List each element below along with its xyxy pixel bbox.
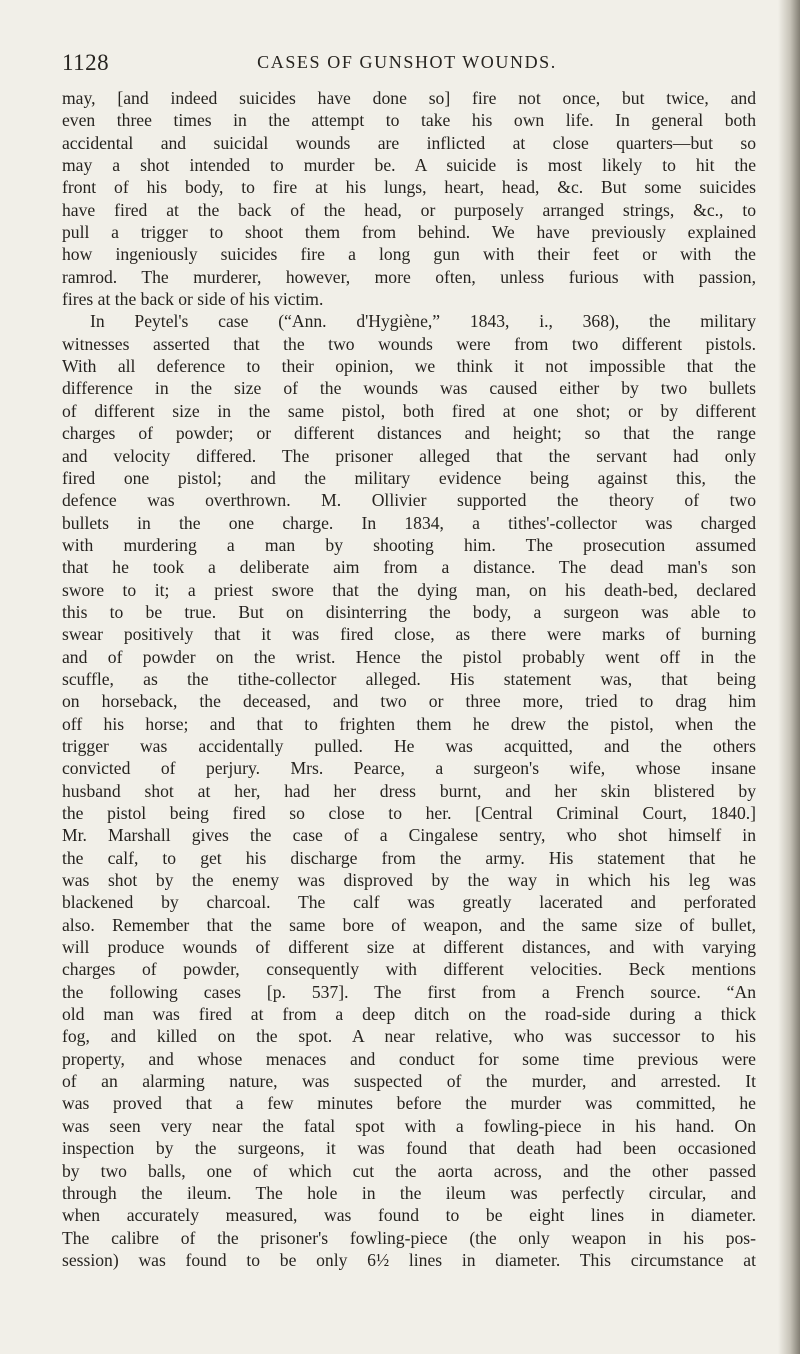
text-line: the pistol being fired so close to her. [Central Criminal Court, 1840.] [62, 803, 756, 823]
text-line: fog, and killed on the spot. A near relative, who was successor to his [62, 1026, 756, 1047]
text-line: trigger was accidentally pulled. He was acquitted, and the others [62, 735, 756, 756]
text-line: and of powder on the wrist. Hence the pistol probably went off in the [62, 646, 756, 667]
text-line: inspection by the surgeons, it was found that death had been occasioned [62, 1138, 756, 1159]
text-line: Mr. Marshall gives the case of a Cingalese sentry, who shot himself in [62, 825, 756, 846]
text-line: swore to it; a priest swore that the dying man, on his death-bed, declared [62, 579, 756, 600]
text-line: witnesses asserted that the two wounds were from two different pistols. [62, 333, 756, 354]
text-line: with murdering a man by shooting him. The prosecution assumed [62, 534, 756, 555]
text-line: will produce wounds of different size at different distances, and with varying [62, 937, 756, 958]
text-line: charges of powder, consequently with different velocities. Beck mentions [62, 959, 756, 980]
text-line: and velocity differed. The prisoner alleged that the servant had only [62, 445, 756, 466]
text-line: the following cases [p. 537]. The first from a French source. “An [62, 981, 756, 1002]
page-edge-shadow [778, 0, 800, 1354]
text-line: when accurately measured, was found to be eight lines in diameter. [62, 1205, 756, 1226]
text-line: old man was fired at from a deep ditch on the road-side during a thick [62, 1004, 756, 1025]
text-line: how ingeniously suicides fire a long gun with their feet or with the [62, 244, 756, 265]
text-line: defence was overthrown. M. Ollivier supported the theory of two [62, 490, 756, 511]
text-line: difference in the size of the wounds was caused either by two bullets [62, 378, 756, 399]
text-line: of different size in the same pistol, both fired at one shot; or by different [62, 400, 756, 421]
text-line: of an alarming nature, was suspected of the murder, and arrested. It [62, 1071, 756, 1092]
text-line: may, [and indeed suicides have done so] fire not once, but twice, and [62, 88, 756, 108]
text-line: scuffle, as the tithe-collector alleged. His statement was, that being [62, 668, 756, 689]
text-line: may a shot intended to murder be. A suicide is most likely to hit the [62, 155, 756, 176]
text-line: was proved that a few minutes before the murder was committed, he [62, 1093, 756, 1114]
text-line: this to be true. But on disinterring the body, a surgeon was able to [62, 601, 756, 622]
text-line: swear positively that it was fired close, as there were marks of burning [62, 624, 756, 645]
text-line: pull a trigger to shoot them from behind. We have previously explained [62, 222, 756, 243]
page-header [62, 50, 752, 80]
text-line: front of his body, to fire at his lungs, heart, head, &c. But some suicides [62, 177, 756, 198]
running-title: CASES OF GUNSHOT WOUNDS. [257, 52, 557, 72]
text-line: by two balls, one of which cut the aorta across, and the other passed [62, 1160, 756, 1181]
text-line: bullets in the one charge. In 1834, a tithes'-collector was charged [62, 512, 756, 533]
text-line: was shot by the enemy was disproved by the way in which his leg was [62, 870, 756, 891]
text-line: off his horse; and that to frighten them he drew the pistol, when the [62, 713, 756, 734]
text-line: even three times in the attempt to take his own life. In general both [62, 110, 756, 131]
text-line: charges of powder; or different distances and height; so that the range [62, 423, 756, 444]
text-line: ramrod. The murderer, however, more often, unless furious with passion, [62, 266, 756, 287]
text-line: accidental and suicidal wounds are inflicted at close quarters—but so [62, 132, 756, 153]
body-text [62, 87, 756, 1271]
text-line: husband shot at her, had her dress burnt, and her skin blistered by [62, 780, 756, 801]
text-line: fired one pistol; and the military evidence being against this, the [62, 467, 756, 488]
text-line: have fired at the back of the head, or purposely arranged strings, &c., to [62, 199, 756, 220]
text-line: With all deference to their opinion, we think it not impossible that the [62, 356, 756, 377]
text-line: on horseback, the deceased, and two or three more, tried to drag him [62, 691, 756, 712]
text-line: through the ileum. The hole in the ileum was perfectly circular, and [62, 1182, 756, 1203]
text-line: was seen very near the fatal spot with a fowling-piece in his hand. On [62, 1115, 756, 1136]
text-line: property, and whose menaces and conduct for some time previous were [62, 1048, 756, 1069]
text-line: The calibre of the prisoner's fowling-piece (the only weapon in his pos- [62, 1227, 756, 1248]
text-line: blackened by charcoal. The calf was greatly lacerated and perforated [62, 892, 756, 913]
text-line: also. Remember that the same bore of weapon, and the same size of bullet, [62, 914, 756, 935]
text-line: fires at the back or side of his victim. [62, 289, 324, 310]
text-line: that he took a deliberate aim from a distance. The dead man's son [62, 557, 756, 578]
page-number: 1128 [62, 50, 110, 75]
text-line: convicted of perjury. Mrs. Pearce, a surgeon's wife, whose insane [62, 758, 756, 779]
text-line: In Peytel's case (“Ann. d'Hygiène,” 1843, i., 368), the military [90, 311, 756, 332]
text-line: the calf, to get his discharge from the army. His statement that he [62, 847, 756, 868]
text-line: session) was found to be only 6½ lines in diameter. This circumstance at [62, 1249, 756, 1270]
